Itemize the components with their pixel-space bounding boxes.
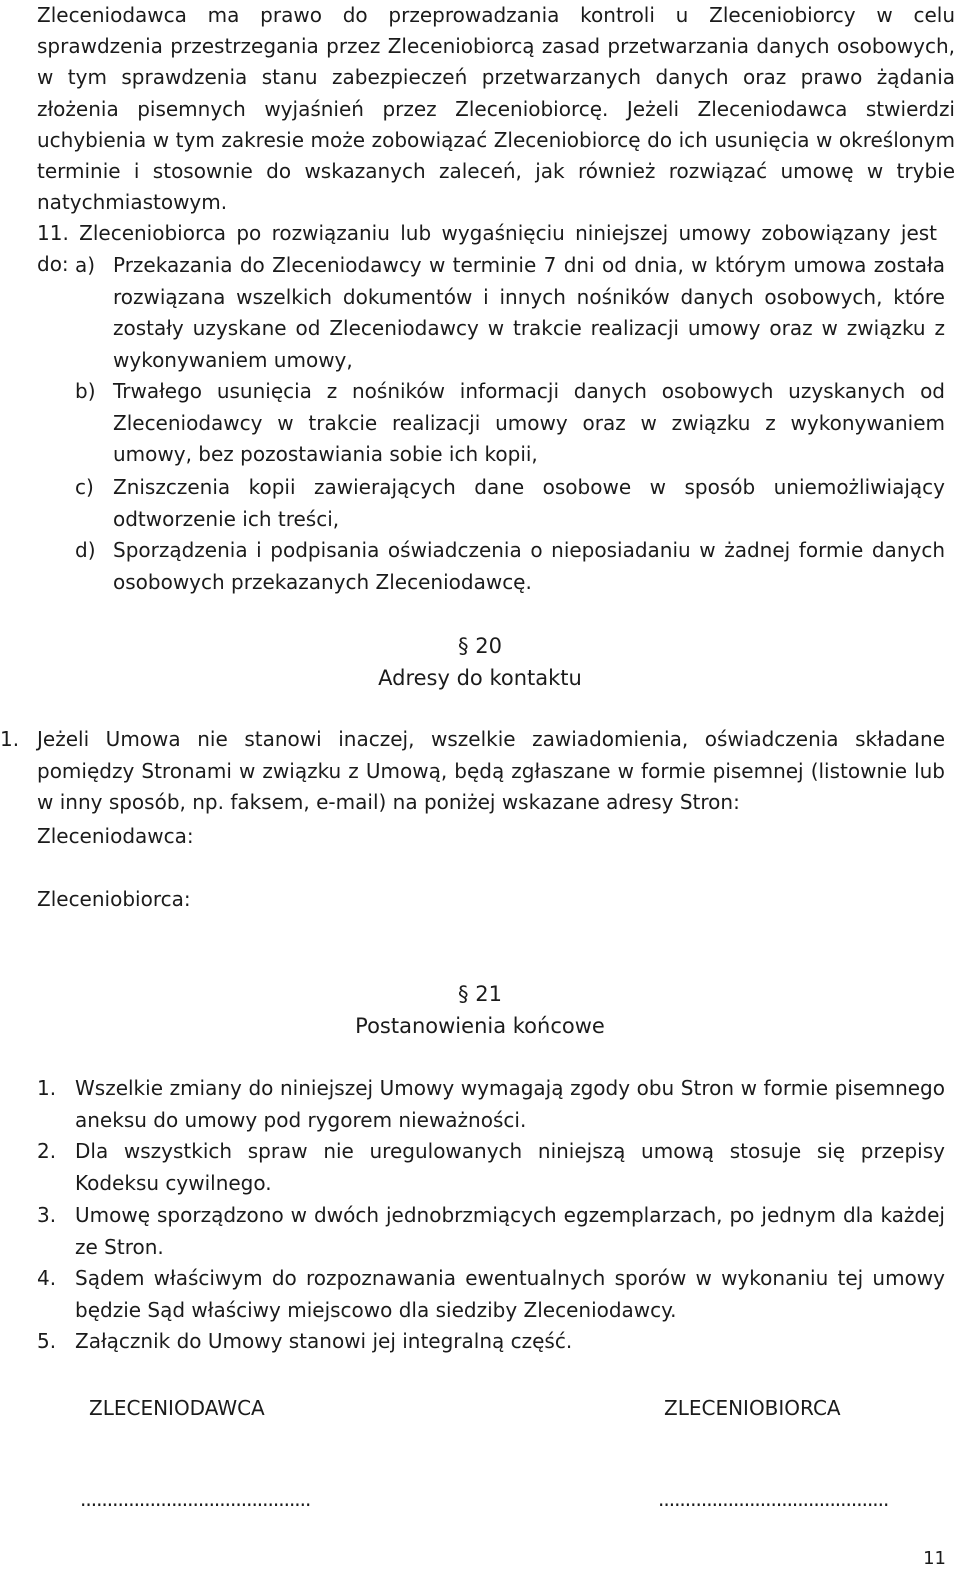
final-item-3-number: 3. — [37, 1203, 57, 1227]
item-c-label: c) — [75, 475, 94, 499]
section-20-item-number: 1. — [0, 727, 20, 751]
signature-label-zleceniodawca: ZLECENIODAWCA — [89, 1396, 265, 1420]
item-d-label: d) — [75, 538, 96, 562]
item-a-text: Przekazania do Zleceniodawcy w terminie 7 dni od dnia, w którym umowa została rozwiązana wszelkich dokumentów i innych nośników danych osobowych, które zostały uzyskane od Zleceniodawcy w trakcie realizacji umowy oraz w związku z wykonywaniem umowy, — [113, 253, 945, 372]
final-item-5-text: Załącznik do Umowy stanowi jej integralną część. — [75, 1329, 573, 1353]
signature-line-zleceniodawca: ........................................... — [80, 1487, 311, 1511]
final-item-4-text: Sądem właściwym do rozpoznawania ewentualnych sporów w wykonaniu tej umowy będzie Sąd właściwy miejscowo dla siedziby Zleceniodawcy. — [75, 1266, 945, 1322]
page-number: 11 — [923, 1548, 946, 1569]
section-20-title: Adresy do kontaktu — [378, 666, 582, 690]
section-20-number: § 20 — [458, 634, 502, 658]
point-11-text: Zleceniobiorca po rozwiązaniu lub wygaśnięciu niniejszej umowy zobowiązany jest do: — [37, 221, 938, 276]
signature-line-zleceniobiorca: ........................................... — [658, 1487, 889, 1511]
point-11-number: 11. — [37, 221, 69, 245]
section-20-item-text: Jeżeli Umowa nie stanowi inaczej, wszelkie zawiadomienia, oświadczenia składane pomiędzy Stronami w związku z Umową, będą zgłaszane w formie pisemnej (listownie lub w inny sposób, np. faksem, e-mail) na poniżej wskazane adresy Stron: — [37, 727, 945, 814]
final-item-2-number: 2. — [37, 1139, 57, 1163]
final-item-4-number: 4. — [37, 1266, 57, 1290]
item-d-text: Sporządzenia i podpisania oświadczenia o nieposiadaniu w żadnej formie danych osobowych przekazanych Zleceniodawcę. — [113, 538, 945, 594]
label-zleceniodawca: Zleceniodawca: — [37, 824, 194, 848]
label-zleceniobiorca: Zleceniobiorca: — [37, 887, 191, 911]
section-21-number: § 21 — [458, 982, 502, 1006]
final-item-2-text: Dla wszystkich spraw nie uregulowanych niniejszą umową stosuje się przepisy Kodeksu cywilnego. — [75, 1139, 945, 1195]
final-item-5-number: 5. — [37, 1329, 57, 1353]
final-item-1-number: 1. — [37, 1076, 57, 1100]
item-a-label: a) — [75, 253, 96, 277]
item-b-text: Trwałego usunięcia z nośników informacji danych osobowych uzyskanych od Zleceniodawcy w trakcie realizacji umowy oraz w związku z wykonywaniem umowy, bez pozostawiania sobie ich kopii, — [113, 379, 945, 466]
item-c-text: Zniszczenia kopii zawierających dane osobowe w sposób uniemożliwiający odtworzenie ich treści, — [113, 475, 945, 531]
final-item-1-text: Wszelkie zmiany do niniejszej Umowy wymagają zgody obu Stron w formie pisemnego aneksu do umowy pod rygorem nieważności. — [75, 1076, 945, 1132]
intro-paragraph: Zleceniodawca ma prawo do przeprowadzania kontroli u Zleceniobiorcy w celu sprawdzenia przestrzegania przez Zleceniobiorcą zasad przetwarzania danych osobowych, w tym sprawdzenia stanu zabezpieczeń przetwarzanych danych oraz prawo żądania złożenia pisemnych wyjaśnień przez Zleceniobiorcę. Jeżeli Zleceniodawca stwierdzi uchybienia w tym zakresie może zobowiązać Zleceniobiorcę do ich usunięcia w określonym terminie i stosownie do wskazanych zaleceń, jak również rozwiązać umowę w trybie natychmiastowym. — [37, 3, 955, 215]
section-21-title: Postanowienia końcowe — [355, 1014, 605, 1038]
item-b-label: b) — [75, 379, 96, 403]
signature-label-zleceniobiorca: ZLECENIOBIORCA — [664, 1396, 841, 1420]
final-item-3-text: Umowę sporządzono w dwóch jednobrzmiących egzemplarzach, po jednym dla każdej ze Stron. — [75, 1203, 945, 1259]
